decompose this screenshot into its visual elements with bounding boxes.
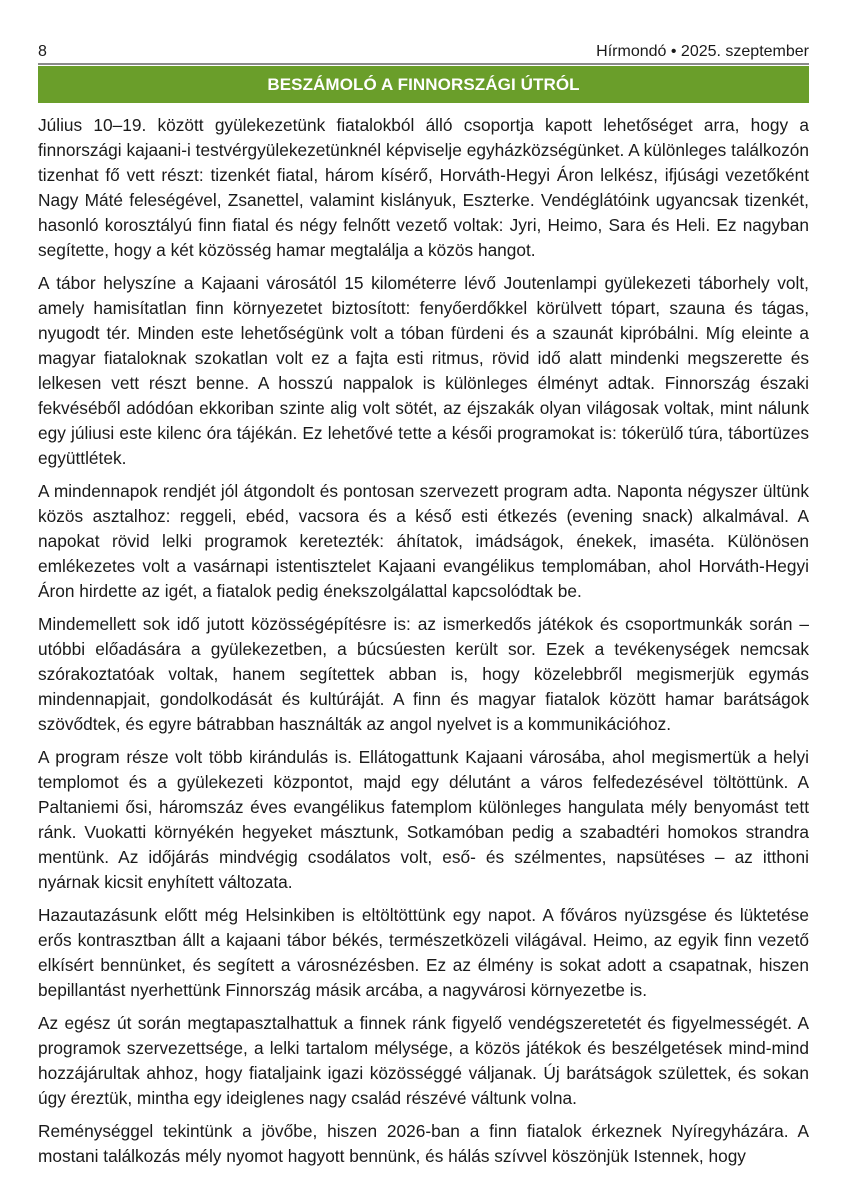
paragraph: Az egész út során megtapasztalhattuk a finnek ránk figyelő vendégszeretetét és figyelmességét. A programok szervezettsége, a lelki tartalom mélysége, a közös játékok és beszélgetések mind-mind hozzájárultak ahhoz, hogy fiataljaink igazi közösséggé váljanak. Új barátságok születtek, és sokan úgy éreztük, mintha egy ideiglenes nagy család részévé váltunk volna. <box>38 1013 809 1108</box>
paragraph: A tábor helyszíne a Kajaani városától 15 kilométerre lévő Joutenlampi gyülekezeti táborhely volt, amely hamisítatlan finn környezetet biztosított: fenyőerdőkkel körülvett tópart, szauna és tágas, nyugodt tér. Minden este lehetőségünk volt a tóban fürdeni és a szaunát kipróbálni. Míg eleinte a magyar fiataloknak szokatlan volt ez a fajta esti ritmus, rövid idő alatt mindenki megszerette és lelkesen vett részt benne. A hosszú nappalok is különleges élményt adtak. Finnország északi fekvéséből adódóan ekkoriban szinte alig volt sötét, az éjszakák olyan világosak voltak, mint nálunk egy júliusi este kilenc óra tájékán. Ez lehetővé tette a késői programokat is: tókerülő túra, tábortüzes együttlétek. <box>38 273 809 468</box>
article-title-banner <box>38 66 809 103</box>
paragraph: Hazautazásunk előtt még Helsinkiben is eltöltöttünk egy napot. A főváros nyüzsgése és lüktetése erős kontrasztban állt a kajaani tábor békés, természetközeli világával. Heimo, az egyik finn vezető elkísért bennünket, és segített a városnézésben. Ez az élmény is sokat adott a csapatnak, hiszen bepillantást nyerhettünk Finnország másik arcába, a nagyvárosi környezetbe is. <box>38 905 809 1000</box>
header-divider <box>38 63 809 65</box>
paragraph: Reménységgel tekintünk a jövőbe, hiszen 2026-ban a finn fiatalok érkeznek Nyíregyházára. A mostani találkozás mély nyomot hagyott bennünk, és hálás szívvel köszönjük Istennek, hogy <box>38 1121 809 1166</box>
paragraph: Július 10–19. között gyülekezetünk fiatalokból álló csoportja kapott lehetőséget arra, hogy a finnországi kajaani-i testvérgyülekezetünknél képviselje egyházközségünket. A különleges találkozón tizenhat fő vett részt: tizenkét fiatal, három kísérő, Horváth-Hegyi Áron lelkész, ifjúsági vezetőként Nagy Máté feleségével, Zsanettel, valamint kislányuk, Eszterke. Vendéglátóink ugyancsak tizenkét, hasonló korosztályú finn fiatal és négy felnőtt vezető voltak: Jyri, Heimo, Sara és Heli. Ez nagyban segítette, hogy a két közösség hamar megtalálja a közös hangot. <box>38 115 809 260</box>
paragraph: A program része volt több kirándulás is. Ellátogattunk Kajaani városába, ahol megismertük a helyi templomot és a gyülekezeti központot, majd egy délutánt a város felfedezésével töltöttünk. A Paltaniemi ősi, háromszáz éves evangélikus fatemplom különleges hangulata mély benyomást tett ránk. Vuokatti környékén hegyeket másztunk, Sotkamóban pedig a szabadtéri homokos strandra mentünk. Az időjárás mindvégig csodálatos volt, eső- és szélmentes, napsütéses – az itthoni nyárnak kicsit enyhített változata. <box>38 747 809 892</box>
article-body <box>38 113 809 1177</box>
paragraph: Mindemellett sok idő jutott közösségépítésre is: az ismerkedős játékok és csoportmunkák során – utóbbi előadására a gyülekezetben, a búcsúesten került sor. Ezek a tevékenységek nemcsak szórakoztatóak voltak, hanem segítettek abban is, hogy közelebbről megismerjük egymás mindennapjait, gondolkodását és kultúráját. A finn és magyar fiatalok között hamar barátságok szövődtek, és egyre bátrabban használták az angol nyelvet is a kommunikációhoz. <box>38 614 809 734</box>
page-number: 8 <box>38 43 47 60</box>
page-header <box>38 40 809 62</box>
paragraph: A mindennapok rendjét jól átgondolt és pontosan szervezett program adta. Naponta négyszer ültünk közös asztalhoz: reggeli, ebéd, vacsora és a késő esti étkezés (evening snack) alkalmával. A napokat rövid lelki programok keretezték: áhítatok, imádságok, énekek, imaséta. Különösen emlékezetes volt a vasárnapi istentisztelet Kajaani evangélikus templomában, ahol Horváth-Hegyi Áron hirdette az igét, a fiatalok pedig énekszolgálattal kapcsolódtak be. <box>38 481 809 601</box>
publication-issue: Hírmondó • 2025. szeptember <box>596 43 809 60</box>
article-title: BESZÁMOLÓ A FINNORSZÁGI ÚTRÓL <box>267 74 580 94</box>
